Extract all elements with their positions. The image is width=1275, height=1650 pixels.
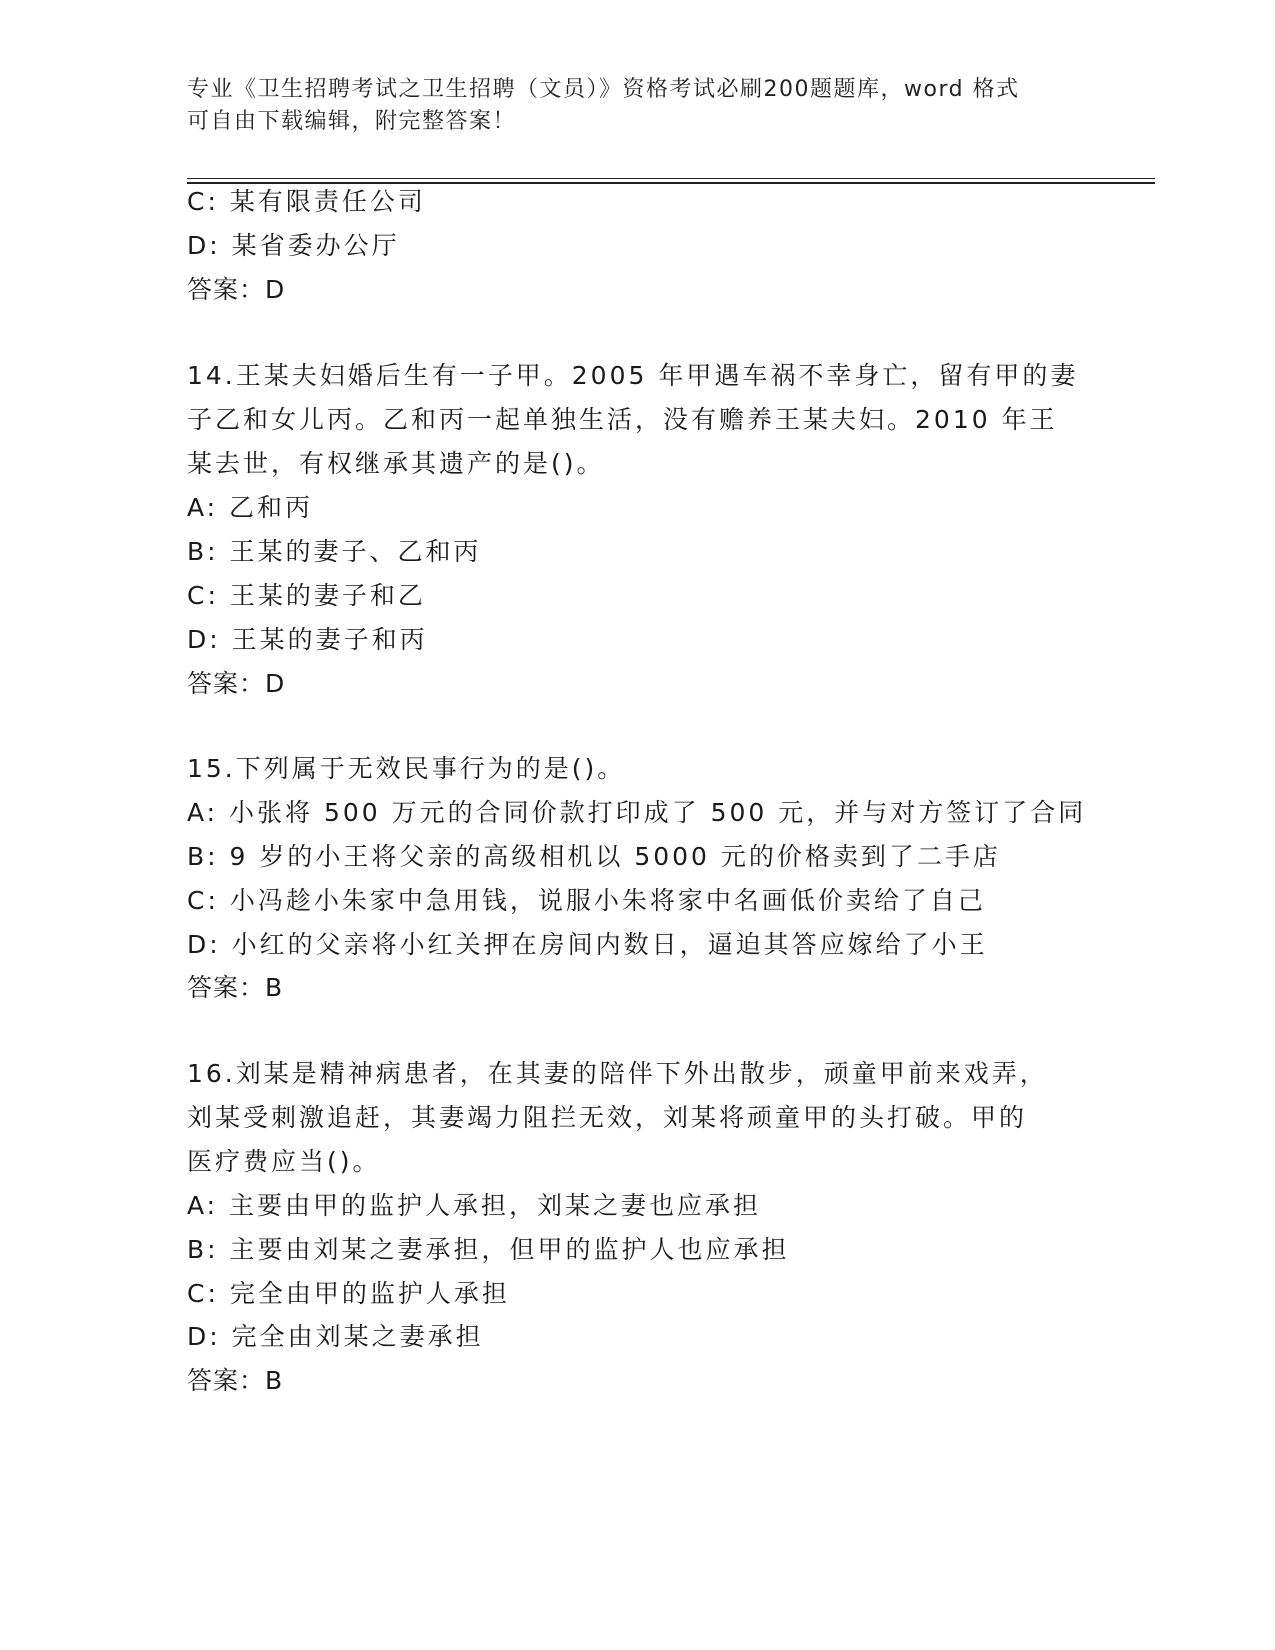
q14-answer: 答案：D	[187, 669, 286, 698]
header-divider-thick	[187, 182, 1155, 184]
q14-option-b: B: 王某的妻子、乙和丙	[187, 537, 482, 566]
q15-option-b: B: 9 岁的小王将父亲的高级相机以 5000 元的价格卖到了二手店	[187, 842, 1001, 871]
document-header	[187, 74, 1067, 138]
q14-stem-line-1: 14.王某夫妇婚后生有一子甲。2005 年甲遇车祸不幸身亡，留有甲的妻	[187, 361, 1079, 390]
q15-option-d: D: 小红的父亲将小红关押在房间内数日，逼迫其答应嫁给了小王	[187, 930, 988, 959]
q13-answer: 答案：D	[187, 275, 286, 304]
q15-answer: 答案：B	[187, 973, 284, 1002]
q14-stem-line-3: 某去世，有权继承其遗产的是()。	[187, 449, 605, 478]
q16-stem-line-1: 16.刘某是精神病患者，在其妻的陪伴下外出散步，顽童甲前来戏弄，	[187, 1059, 1048, 1088]
q15-option-a: A: 小张将 500 万元的合同价款打印成了 500 元，并与对方签订了合同	[187, 798, 1087, 827]
q16-option-c: C: 完全由甲的监护人承担	[187, 1279, 510, 1308]
q13-option-d: D: 某省委办公厅	[187, 231, 400, 260]
q15-option-c: C: 小冯趁小朱家中急用钱，说服小朱将家中名画低价卖给了自己	[187, 886, 986, 915]
q16-stem-line-3: 医疗费应当()。	[187, 1147, 381, 1176]
q16-option-b: B: 主要由刘某之妻承担，但甲的监护人也应承担	[187, 1235, 790, 1264]
q16-stem-line-2: 刘某受刺激追赶，其妻竭力阻拦无效，刘某将顽童甲的头打破。甲的	[187, 1103, 1028, 1132]
header-line-1: 专业《卫生招聘考试之卫生招聘（文员）》资格考试必刷200题题库，word 格式	[187, 77, 1020, 102]
q16-answer: 答案：B	[187, 1366, 284, 1395]
header-divider-thin	[187, 178, 1155, 179]
q16-option-d: D: 完全由刘某之妻承担	[187, 1322, 484, 1351]
q14-option-d: D: 王某的妻子和丙	[187, 625, 428, 654]
header-line-2: 可自由下载编辑，附完整答案！	[187, 109, 517, 134]
q14-stem-line-2: 子乙和女儿丙。乙和丙一起单独生活，没有赡养王某夫妇。2010 年王	[187, 405, 1058, 434]
q14-option-a: A: 乙和丙	[187, 493, 314, 522]
q15-stem-line-1: 15.下列属于无效民事行为的是()。	[187, 754, 626, 783]
q16-option-a: A: 主要由甲的监护人承担，刘某之妻也应承担	[187, 1191, 762, 1220]
q14-option-c: C: 王某的妻子和乙	[187, 581, 426, 610]
q13-option-c: C: 某有限责任公司	[187, 187, 426, 216]
